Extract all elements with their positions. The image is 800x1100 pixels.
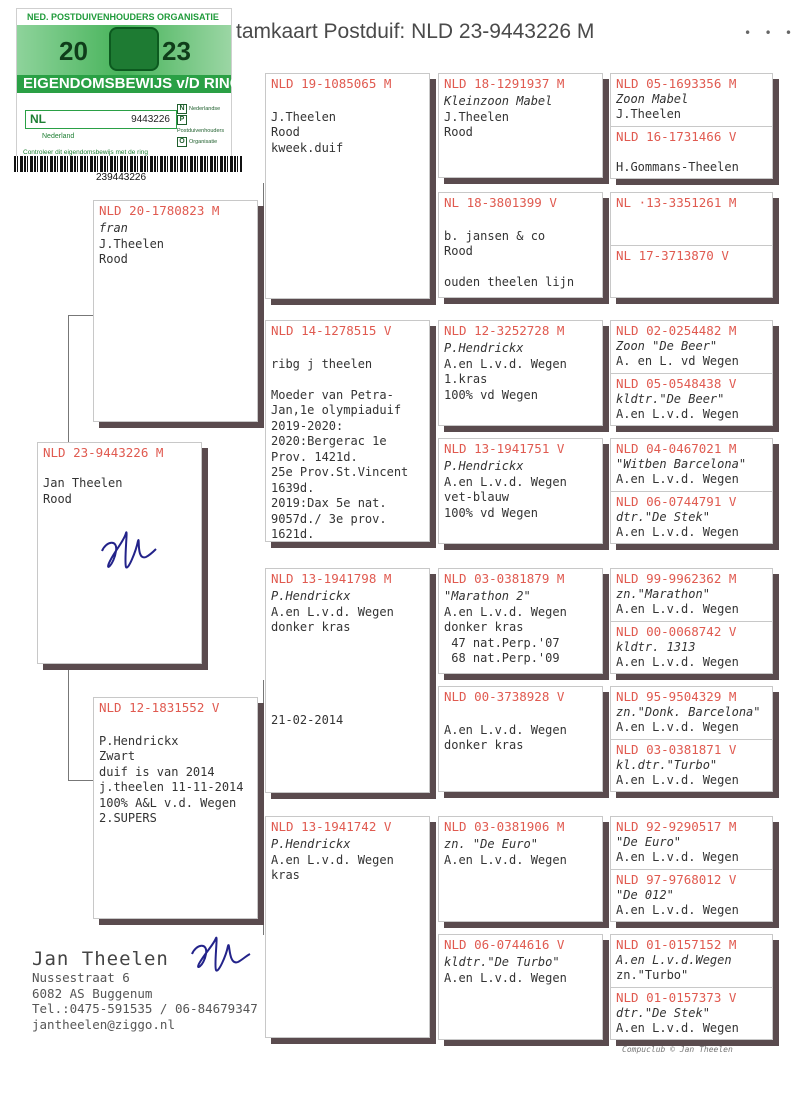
pedigree-card-grandparent[interactable] xyxy=(265,320,430,542)
card-line: 2019:Dax 5e nat. xyxy=(271,496,387,510)
pedigree-card-grandparent[interactable] xyxy=(265,73,430,299)
npo-letter: P xyxy=(177,115,187,125)
card-line: P.Hendrickx xyxy=(271,837,351,851)
ring-number: NLD 02-0254482 M xyxy=(616,323,737,338)
card-line: Zoon Mabel xyxy=(616,92,689,106)
card-line: A.en L.v.d. Wegen xyxy=(444,356,567,371)
ring-number: NLD 12-1831552 V xyxy=(99,700,220,715)
cert-ring-number: 9443226 xyxy=(131,114,170,125)
card-line: zn."Donk. Barcelona" xyxy=(616,705,761,719)
page-title: tamkaart Postduif: NLD 23-9443226 M xyxy=(236,20,595,43)
card-line: "Witben Barcelona" xyxy=(616,457,747,471)
card-line: A.en L.v.d. Wegen xyxy=(616,850,739,864)
card-line: P.Hendrickx xyxy=(99,733,179,748)
card-line: 9057d./ 3e prov. xyxy=(271,511,387,526)
card-line: fran xyxy=(99,221,128,235)
ring-number: NLD 99-9962362 M xyxy=(616,571,737,586)
card-line: A.en L.v.d. Wegen xyxy=(616,1021,739,1035)
card-line: ribg j theelen xyxy=(271,356,373,371)
pedigree-card-grandparent[interactable] xyxy=(265,568,430,793)
card-line: Moeder van Petra- xyxy=(271,387,394,402)
card-line: A.en L.v.d. Wegen xyxy=(616,720,739,734)
card-line: "De Euro" xyxy=(616,835,682,849)
pedigree-card-ggg-pair[interactable] xyxy=(610,438,773,544)
pedigree-card-great-grandparent[interactable] xyxy=(438,320,603,426)
pedigree-card-ggg-pair[interactable] xyxy=(610,934,773,1040)
card-line: ouden theelen lijn xyxy=(444,275,575,289)
ring-number: NLD 00-3738928 V xyxy=(444,689,565,704)
card-line: A.en L.v.d. Wegen xyxy=(616,903,739,917)
ring-number: NLD 01-0157373 V xyxy=(616,990,737,1005)
ring-number: NLD 97-9768012 V xyxy=(616,872,737,887)
card-line: J.Theelen xyxy=(444,109,510,124)
card-line: kweek.duif xyxy=(271,140,344,155)
card-line: J.Theelen xyxy=(271,109,337,124)
pedigree-card-mother[interactable] xyxy=(93,697,258,919)
card-line: 47 nat.Perp.'07 xyxy=(444,635,560,650)
ring-number: NLD 03-0381879 M xyxy=(444,571,565,586)
cert-band: EIGENDOMSBEWIJS v/D RING xyxy=(17,75,231,93)
card-line: 1621d. xyxy=(271,527,315,541)
card-line: Rood xyxy=(444,125,473,139)
pedigree-card-great-grandparent[interactable] xyxy=(438,816,603,922)
pedigree-card-subject[interactable] xyxy=(37,442,202,664)
card-line: A.en L.v.d. Wegen xyxy=(271,604,394,619)
card-line: A.en L.v.d. Wegen xyxy=(444,722,567,737)
ring-number: NLD 05-1693356 M xyxy=(616,76,737,91)
npo-letter: O xyxy=(177,137,187,147)
card-divider xyxy=(611,869,772,870)
card-line: A.en L.v.d. Wegen xyxy=(616,472,739,486)
ring-number: NLD 14-1278515 V xyxy=(271,323,392,338)
header-dots: • • • xyxy=(744,26,796,40)
pedigree-card-ggg-pair[interactable] xyxy=(610,686,773,792)
cert-ring-box xyxy=(25,110,177,129)
npo-line: Nederlandse xyxy=(189,106,221,112)
card-line: 1.kras xyxy=(444,372,488,386)
cert-year-left: 20 xyxy=(59,36,88,66)
card-line: "De 012" xyxy=(616,888,674,902)
card-line: P.Hendrickx xyxy=(444,341,524,355)
pedigree-card-great-grandparent[interactable] xyxy=(438,686,603,792)
ring-number: NLD 16-1731466 V xyxy=(616,129,737,144)
ring-number: NLD 13-1941751 V xyxy=(444,441,565,456)
npo-line: Organisatie xyxy=(189,139,218,145)
card-line: Rood xyxy=(99,252,128,266)
card-line: A.en L.v.d. Wegen xyxy=(271,852,394,867)
card-line: 100% vd Wegen xyxy=(444,387,538,402)
card-line: J.Theelen xyxy=(616,107,682,121)
npo-logo xyxy=(177,104,231,148)
card-divider xyxy=(611,373,772,374)
card-line: 25e Prov.St.Vincent xyxy=(271,465,409,479)
ring-number: NLD 19-1085065 M xyxy=(271,76,392,91)
card-line: A.en L.v.d. Wegen xyxy=(616,655,739,669)
card-line: 21-02-2014 xyxy=(271,713,344,727)
ring-number: NLD 18-1291937 M xyxy=(444,76,565,91)
cert-year-right: 23 xyxy=(162,36,191,66)
ring-number: NLD 06-0744616 V xyxy=(444,937,565,952)
connector-line xyxy=(263,183,264,373)
pedigree-card-ggg-pair[interactable] xyxy=(610,816,773,922)
card-line: kldtr."De Beer" xyxy=(616,392,725,406)
card-line: Rood xyxy=(43,492,72,506)
card-line: J.Theelen xyxy=(99,236,165,251)
barcode xyxy=(14,156,242,172)
pedigree-card-great-grandparent[interactable] xyxy=(438,438,603,544)
card-line: donker kras xyxy=(444,738,524,752)
ring-number: NLD 12-3252728 M xyxy=(444,323,565,338)
card-line: A.en L.v.d.Wegen xyxy=(616,953,732,967)
card-line: donker kras xyxy=(271,620,351,634)
ring-number: NLD 92-9290517 M xyxy=(616,819,737,834)
cert-country-code: NL xyxy=(30,112,46,126)
card-line: A.en L.v.d. Wegen xyxy=(444,852,567,867)
card-line: b. jansen & co xyxy=(444,228,546,243)
cert-note: Controleer dit eigendomsbewijs met de ring xyxy=(23,149,149,156)
card-line: Jan,1e olympiaduif xyxy=(271,403,402,417)
ring-number: NL 18-3801399 V xyxy=(444,195,557,210)
card-line: j.theelen 11-11-2014 xyxy=(99,780,244,794)
card-line: Rood xyxy=(271,125,300,139)
card-line: A.en L.v.d. Wegen xyxy=(444,474,567,489)
card-line: 2.SUPERS xyxy=(99,811,157,825)
card-line: Rood xyxy=(444,244,473,258)
card-line: A.en L.v.d. Wegen xyxy=(444,970,567,985)
card-line: Prov. 1421d. xyxy=(271,449,358,464)
ring-number: NLD 23-9443226 M xyxy=(43,445,164,460)
connector-line xyxy=(68,780,94,781)
pedigree-card-grandparent[interactable] xyxy=(265,816,430,1038)
card-line: Zoon "De Beer" xyxy=(616,339,718,353)
pedigree-card-ggg-pair[interactable] xyxy=(610,320,773,426)
ring-number: NLD 00-0068742 V xyxy=(616,624,737,639)
ring-number: NLD 13-1941798 M xyxy=(271,571,392,586)
ring-number: NLD 03-0381906 M xyxy=(444,819,565,834)
cert-country: Nederland xyxy=(42,133,75,140)
ring-number: NL ·13-3351261 M xyxy=(616,195,737,210)
card-line: kldtr."De Turbo" xyxy=(444,955,560,969)
card-line: Kleinzoon Mabel xyxy=(444,94,553,108)
card-line: "Marathon 2" xyxy=(444,589,531,603)
card-divider xyxy=(611,491,772,492)
pedigree-card-great-grandparent[interactable] xyxy=(438,73,603,178)
signature-icon xyxy=(96,521,158,579)
card-divider xyxy=(611,987,772,988)
ring-number: NLD 06-0744791 V xyxy=(616,494,737,509)
card-line: 100% A&L v.d. Wegen xyxy=(99,795,237,810)
pedigree-card-great-grandparent[interactable] xyxy=(438,934,603,1040)
card-divider xyxy=(611,126,772,127)
card-line: vet-blauw xyxy=(444,490,510,504)
ring-number: NLD 04-0467021 M xyxy=(616,441,737,456)
owner-postcode: 6082 AS Buggenum xyxy=(32,985,153,1001)
ring-number: NLD 05-0548438 V xyxy=(616,376,737,391)
pedigree-card-ggg-pair[interactable] xyxy=(610,568,773,674)
card-line: zn."Marathon" xyxy=(616,587,710,601)
card-line: Jan Theelen xyxy=(43,476,123,490)
cert-org: NED. POSTDUIVENHOUDERS ORGANISATIE xyxy=(27,12,219,22)
ring-number: NLD 20-1780823 M xyxy=(99,203,220,218)
npo-letter: N xyxy=(177,104,187,114)
ring-number: NLD 13-1941742 V xyxy=(271,819,392,834)
ring-number: NLD 03-0381871 V xyxy=(616,742,737,757)
card-line: A. en L. vd Wegen xyxy=(616,354,739,368)
card-line: A.en L.v.d. Wegen xyxy=(444,604,567,619)
npo-line: Postduivenhouders xyxy=(177,128,225,134)
footer-credit: Compuclub © Jan Theelen xyxy=(622,1045,733,1054)
barcode-number: 239443226 xyxy=(96,172,147,183)
connector-line xyxy=(68,315,94,316)
owner-address: Nussestraat 6 xyxy=(32,970,130,985)
card-divider xyxy=(611,621,772,622)
connector-line xyxy=(263,680,264,935)
pedigree-card-great-grandparent[interactable] xyxy=(438,192,603,298)
card-line: A.en L.v.d. Wegen xyxy=(616,773,739,787)
card-line: zn."Turbo" xyxy=(616,968,689,982)
pigeon-seal-icon xyxy=(109,27,159,71)
connector-line xyxy=(68,315,69,445)
card-divider xyxy=(611,739,772,740)
card-line: dtr."De Stek" xyxy=(616,1006,710,1020)
connector-line xyxy=(68,665,69,780)
pedigree-card-ggg-pair[interactable] xyxy=(610,192,773,298)
card-line: zn. "De Euro" xyxy=(444,837,538,851)
card-line: H.Gommans-Theelen xyxy=(616,160,739,174)
card-line: 2019-2020: xyxy=(271,418,344,433)
pedigree-card-ggg-pair[interactable] xyxy=(610,73,773,179)
card-line: 1639d. xyxy=(271,480,315,495)
owner-name: Jan Theelen xyxy=(32,948,169,970)
card-line: donker kras xyxy=(444,620,524,634)
card-line: duif is van 2014 xyxy=(99,764,215,779)
card-line: kras xyxy=(271,868,300,882)
pedigree-card-father[interactable] xyxy=(93,200,258,422)
card-line: dtr."De Stek" xyxy=(616,510,710,524)
ring-number: NL 17-3713870 V xyxy=(616,248,729,263)
ring-number: NLD 95-9504329 M xyxy=(616,689,737,704)
signature-icon xyxy=(188,932,252,980)
card-divider xyxy=(611,245,772,246)
ring-number: NLD 01-0157152 M xyxy=(616,937,737,952)
card-line: A.en L.v.d. Wegen xyxy=(616,525,739,539)
owner-email[interactable]: jantheelen@ziggo.nl xyxy=(32,1016,175,1032)
card-line: kldtr. 1313 xyxy=(616,640,696,654)
card-line: Zwart xyxy=(99,749,136,763)
ownership-certificate xyxy=(16,8,242,162)
card-line: 100% vd Wegen xyxy=(444,505,538,520)
owner-phone: Tel.:0475-591535 / 06-84679347 xyxy=(32,1001,258,1016)
card-line: 2020:Bergerac 1e xyxy=(271,434,387,448)
pedigree-card-great-grandparent[interactable] xyxy=(438,568,603,674)
card-line: kl.dtr."Turbo" xyxy=(616,758,718,772)
card-line: P.Hendrickx xyxy=(271,589,351,603)
card-line: A.en L.v.d. Wegen xyxy=(616,602,739,616)
card-line: P.Hendrickx xyxy=(444,459,524,473)
card-line: A.en L.v.d. Wegen xyxy=(616,407,739,421)
card-line: 68 nat.Perp.'09 xyxy=(444,651,560,665)
